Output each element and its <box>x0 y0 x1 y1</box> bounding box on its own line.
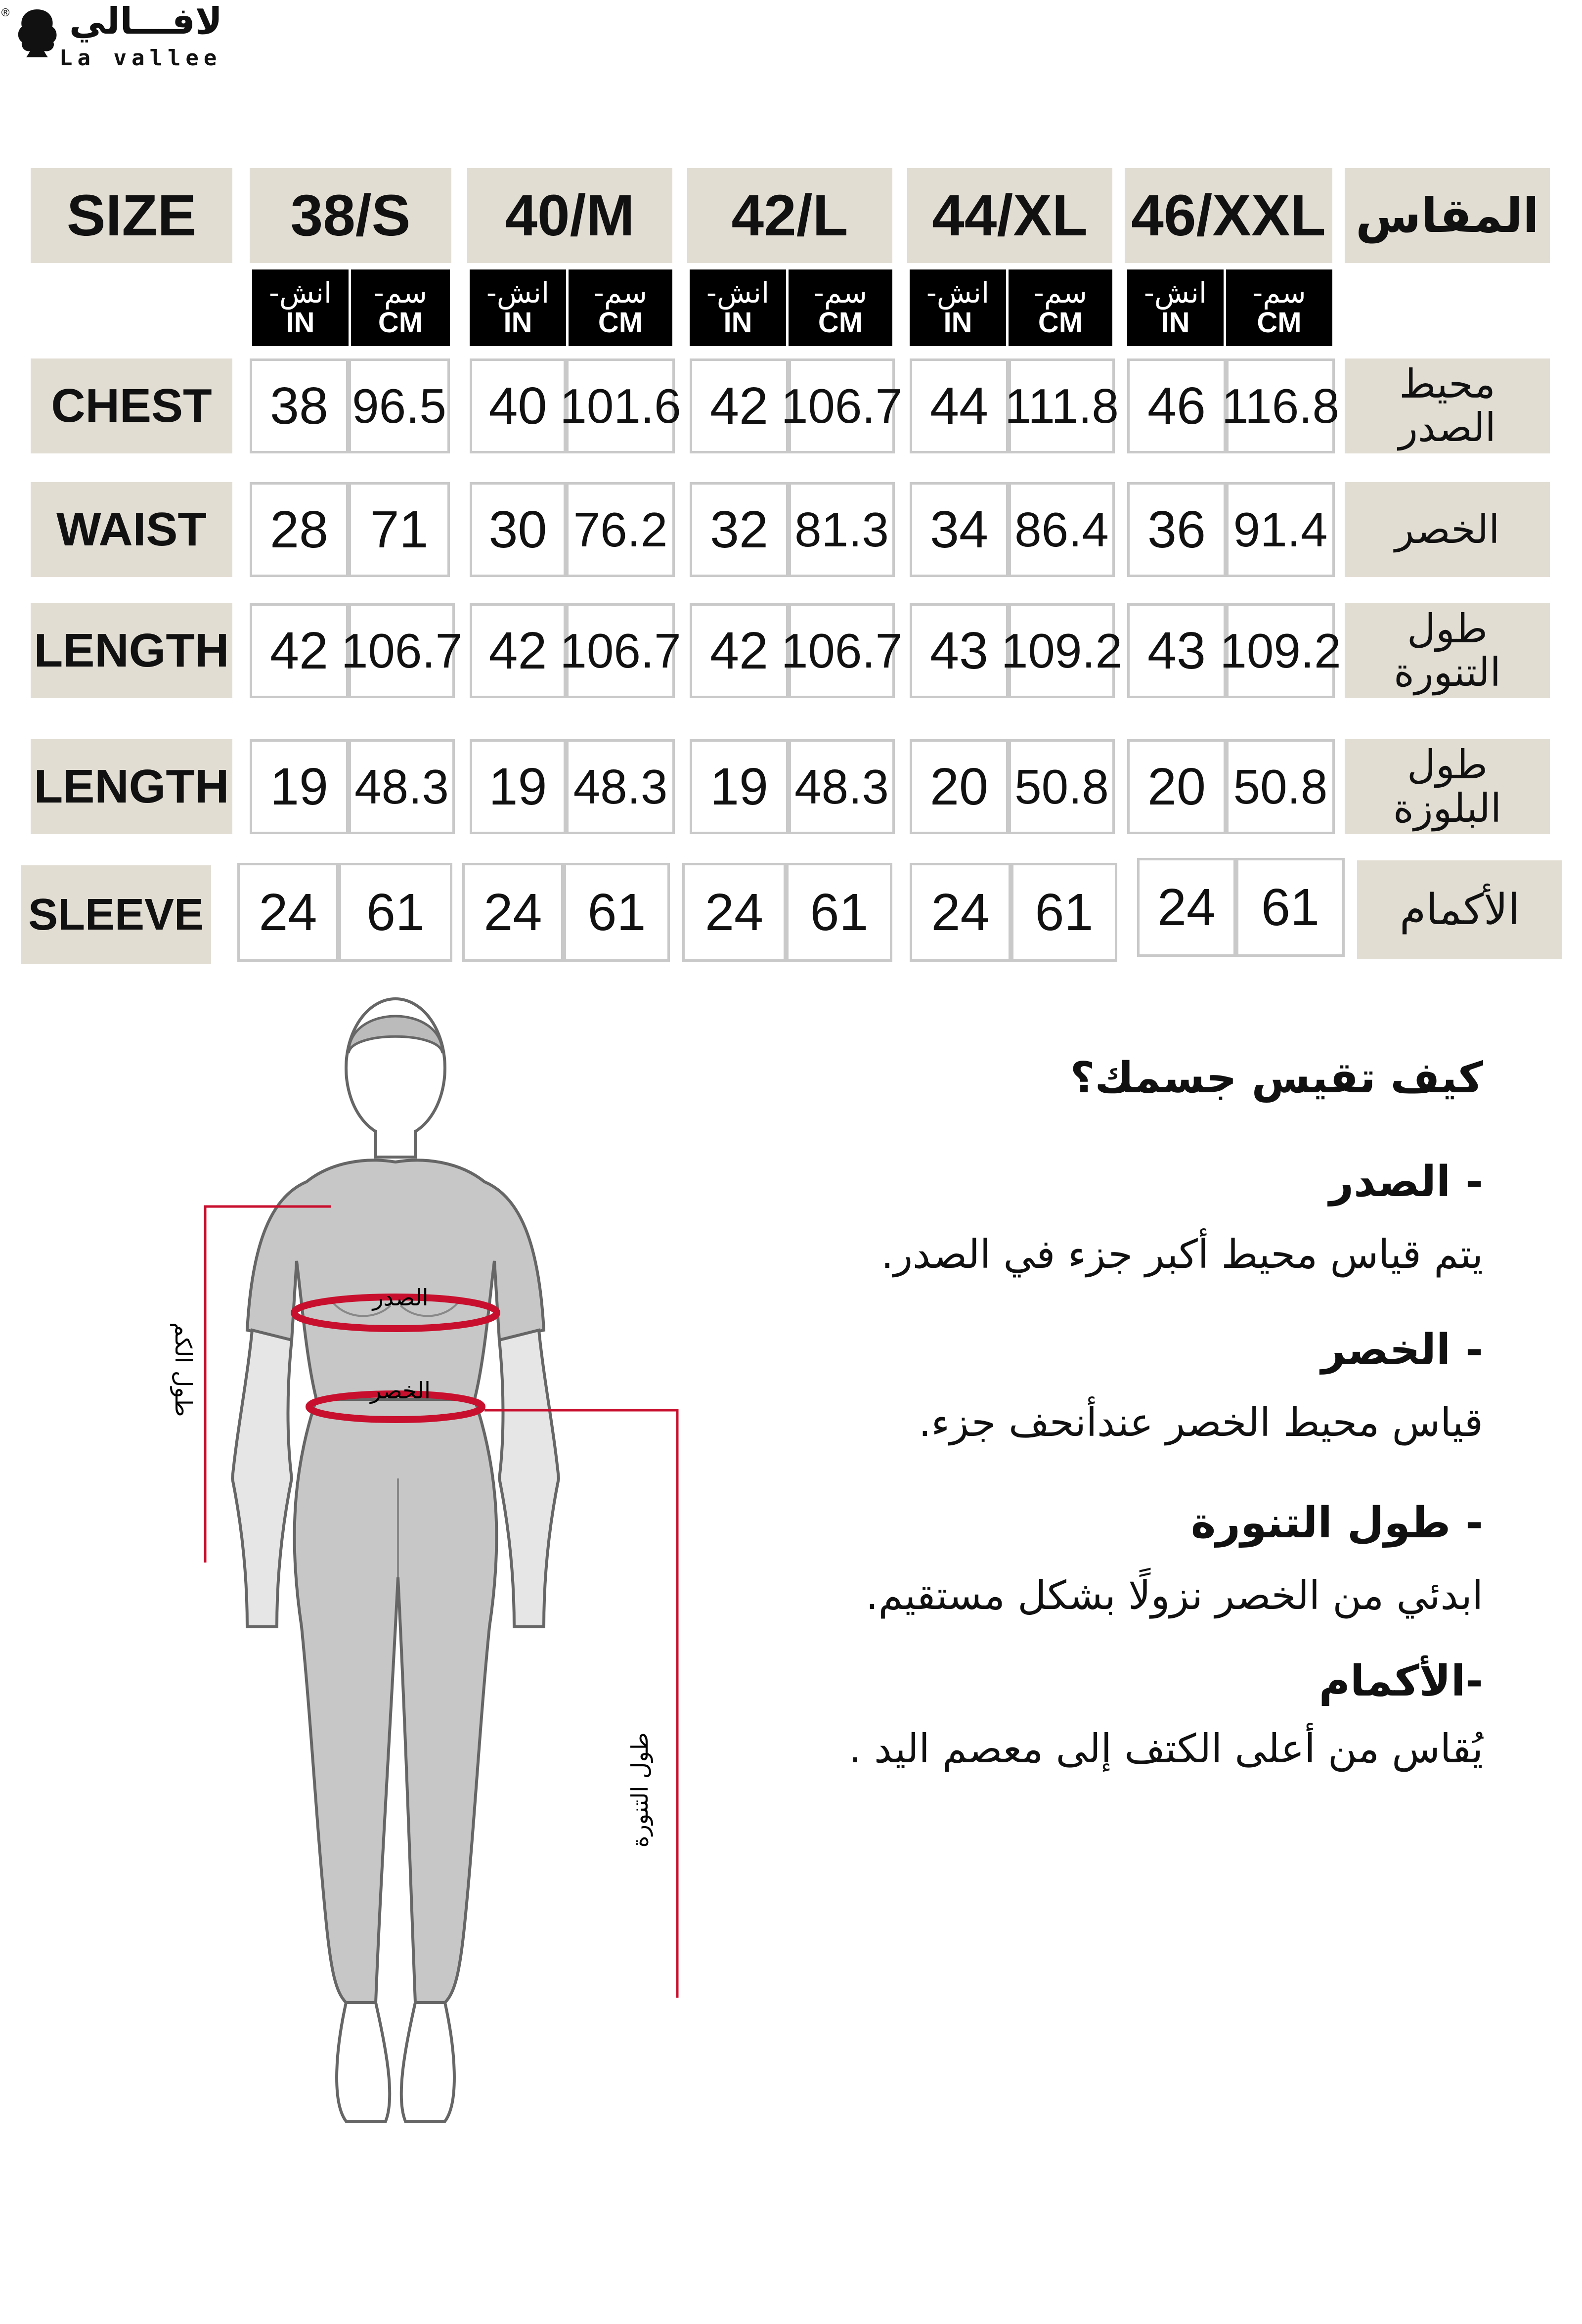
body-measurement-figure <box>99 984 692 2171</box>
shirt-shape <box>247 1160 544 1399</box>
instruction-text-waist: قياس محيط الخصر عندأنحف جزء. <box>919 1399 1483 1445</box>
instruction-heading-sleeve: -الأكمام <box>1318 1656 1483 1706</box>
right-arm <box>499 1330 559 1627</box>
size-col-46 <box>1125 168 1332 263</box>
blouse-38-cm: 48.3 <box>349 739 455 834</box>
chest-42-cm: 106.7 <box>789 358 895 453</box>
skirt-38-in: 42 <box>250 603 349 698</box>
waist-42-cm: 81.3 <box>789 482 895 577</box>
brand-logo <box>0 0 227 74</box>
sleeve-40-cm: 61 <box>564 863 670 962</box>
unit-in: انش- IN <box>1127 269 1224 346</box>
blouse-42-in: 19 <box>690 739 789 834</box>
size-col-42 <box>687 168 892 263</box>
blouse-42-cm: 48.3 <box>789 739 895 834</box>
feet-icon <box>337 2003 454 2121</box>
size-col-label: 44/XL <box>932 183 1088 248</box>
sleeve-42-cm: 61 <box>786 863 892 962</box>
blouse-40-cm: 48.3 <box>566 739 675 834</box>
chest-44-cm: 111.8 <box>1009 358 1115 453</box>
skirt-40-in: 42 <box>470 603 566 698</box>
logo-latin: La vallee <box>59 45 222 71</box>
skirt-42-cm: 106.7 <box>789 603 895 698</box>
instruction-heading-waist: - الخصر <box>1321 1325 1483 1375</box>
instruction-text-sleeve: يُقاس من أعلى الكتف إلى معصم اليد . <box>849 1726 1483 1772</box>
arabic-size-header <box>1345 168 1550 263</box>
skirt-44-in: 43 <box>910 603 1009 698</box>
waist-42-in: 32 <box>690 482 789 577</box>
row-arabic-waist: الخصر <box>1345 482 1550 577</box>
chest-38-in: 38 <box>250 358 349 453</box>
sleeve-38-cm: 61 <box>339 863 452 962</box>
waist-44-in: 34 <box>910 482 1009 577</box>
skirt-length-label: طول التنورة <box>626 1732 653 1848</box>
chest-42-in: 42 <box>690 358 789 453</box>
blouse-40-in: 19 <box>470 739 566 834</box>
unit-in: انش- IN <box>910 269 1006 346</box>
sleeve-38-in: 24 <box>237 863 339 962</box>
chest-46-in: 46 <box>1127 358 1226 453</box>
unit-in: انش- IN <box>252 269 349 346</box>
skirt-40-cm: 106.7 <box>566 603 675 698</box>
unit-cm: سم- CM <box>789 269 892 346</box>
unit-in: انش- IN <box>470 269 566 346</box>
registered-mark: ® <box>0 7 11 19</box>
sleeve-40-in: 24 <box>462 863 564 962</box>
unit-cm: سم- CM <box>569 269 672 346</box>
leggings-shape <box>295 1399 497 2003</box>
waist-44-cm: 86.4 <box>1009 482 1115 577</box>
waist-46-cm: 91.4 <box>1226 482 1335 577</box>
head-icon <box>346 999 445 1157</box>
chest-40-in: 40 <box>470 358 566 453</box>
size-col-label: 38/S <box>290 183 411 248</box>
skirt-38-cm: 106.7 <box>349 603 455 698</box>
blouse-44-cm: 50.8 <box>1009 739 1115 834</box>
instruction-heading-chest: - الصدر <box>1329 1157 1483 1207</box>
skirt-46-in: 43 <box>1127 603 1226 698</box>
waist-40-cm: 76.2 <box>566 482 675 577</box>
sleeve-42-in: 24 <box>682 863 786 962</box>
woman-silhouette-icon <box>10 4 64 58</box>
row-arabic-skirt-length: طول التنورة <box>1345 603 1550 698</box>
waist-40-in: 30 <box>470 482 566 577</box>
sleeve-46-in: 24 <box>1137 858 1236 957</box>
row-label-sleeve: SLEEVE <box>21 865 211 964</box>
sleeve-44-in: 24 <box>910 863 1011 962</box>
unit-cm: سم- CM <box>1009 269 1112 346</box>
size-header-label: SIZE <box>66 183 197 248</box>
skirt-42-in: 42 <box>690 603 789 698</box>
chest-38-cm: 96.5 <box>349 358 450 453</box>
size-col-label: 46/XXL <box>1131 183 1326 248</box>
waist-38-cm: 71 <box>349 482 450 577</box>
size-col-40 <box>467 168 672 263</box>
unit-cm: سم- CM <box>1226 269 1332 346</box>
sleeve-44-cm: 61 <box>1011 863 1117 962</box>
skirt-46-cm: 109.2 <box>1226 603 1335 698</box>
waist-38-in: 28 <box>250 482 349 577</box>
instruction-text-skirt: ابدئي من الخصر نزولًا بشكل مستقيم. <box>866 1572 1483 1618</box>
waist-46-in: 36 <box>1127 482 1226 577</box>
size-col-44 <box>907 168 1112 263</box>
row-label-chest: CHEST <box>31 358 232 453</box>
instruction-text-chest: يتم قياس محيط أكبر جزء في الصدر. <box>881 1231 1483 1277</box>
unit-cm: سم- CM <box>351 269 450 346</box>
waist-label: الخصر <box>370 1377 431 1404</box>
left-arm <box>232 1330 292 1627</box>
blouse-46-in: 20 <box>1127 739 1226 834</box>
chest-46-cm: 116.8 <box>1226 358 1335 453</box>
blouse-46-cm: 50.8 <box>1226 739 1335 834</box>
size-col-label: 42/L <box>731 183 848 248</box>
arabic-size-header-label: المقاس <box>1356 188 1539 243</box>
size-col-38 <box>250 168 451 263</box>
row-label-waist: WAIST <box>31 482 232 577</box>
unit-in: انش- IN <box>690 269 786 346</box>
row-arabic-chest: محيط الصدر <box>1345 358 1550 453</box>
chest-44-in: 44 <box>910 358 1009 453</box>
sleeve-length-label: طول الكم <box>170 1322 197 1417</box>
sleeve-46-cm: 61 <box>1236 858 1345 957</box>
size-header <box>31 168 232 263</box>
how-to-measure-title: كيف تقيس جسمك؟ <box>1070 1053 1483 1103</box>
chest-label: الصدر <box>372 1284 429 1311</box>
skirt-44-cm: 109.2 <box>1009 603 1115 698</box>
size-col-label: 40/M <box>505 183 635 248</box>
row-arabic-blouse-length: طول البلوزة <box>1345 739 1550 834</box>
row-label-blouse-length: LENGTH <box>31 739 232 834</box>
chest-40-cm: 101.6 <box>566 358 675 453</box>
logo-arabic: لافـــالي <box>69 0 222 43</box>
blouse-38-in: 19 <box>250 739 349 834</box>
blouse-44-in: 20 <box>910 739 1009 834</box>
row-arabic-sleeve: الأكمام <box>1357 860 1562 959</box>
instruction-heading-skirt: - طول التنورة <box>1190 1498 1483 1548</box>
row-label-skirt-length: LENGTH <box>31 603 232 698</box>
